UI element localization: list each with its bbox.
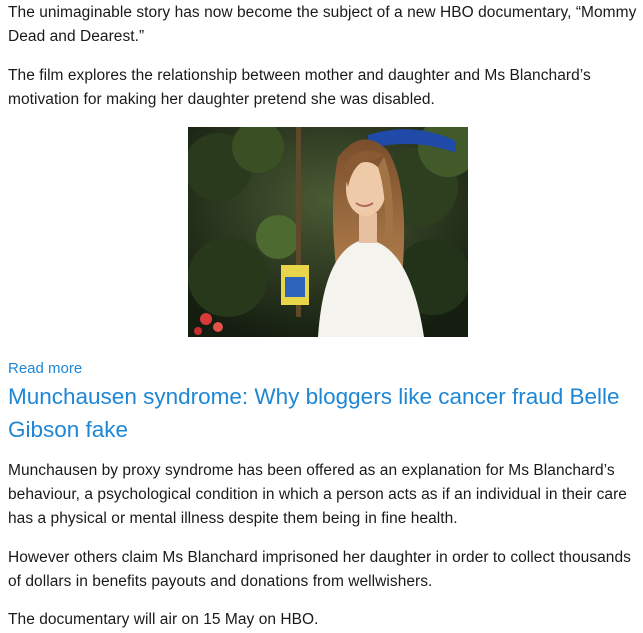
photo-illustration [188,127,468,337]
article-photo [188,127,468,337]
article-paragraph: However others claim Ms Blanchard imprisoned her daughter in order to collect thousands of dollars in benefits payouts and donations from wellwishers. [8,549,631,590]
article-paragraph: The documentary will air on 15 May on HBO. [8,611,319,628]
read-more-label: Read more [8,360,83,377]
article-paragraph: Munchausen by proxy syndrome has been offered as an explanation for Ms Blanchard’s behaviour, a psychological condition in which a person acts as if an individual in their care has a physical or mental illness despite them being in fine health. [8,462,627,527]
article-paragraph: The unimaginable story has now become the subject of a new HBO documentary, “Mommy Dead and Dearest.” [8,4,637,45]
article-paragraph: The film explores the relationship between mother and daughter and Ms Blanchard’s motivation for making her daughter pretend she was disabled. [8,67,591,108]
related-article-link[interactable]: Munchausen syndrome: Why bloggers like cancer fraud Belle Gibson fake [8,384,620,442]
